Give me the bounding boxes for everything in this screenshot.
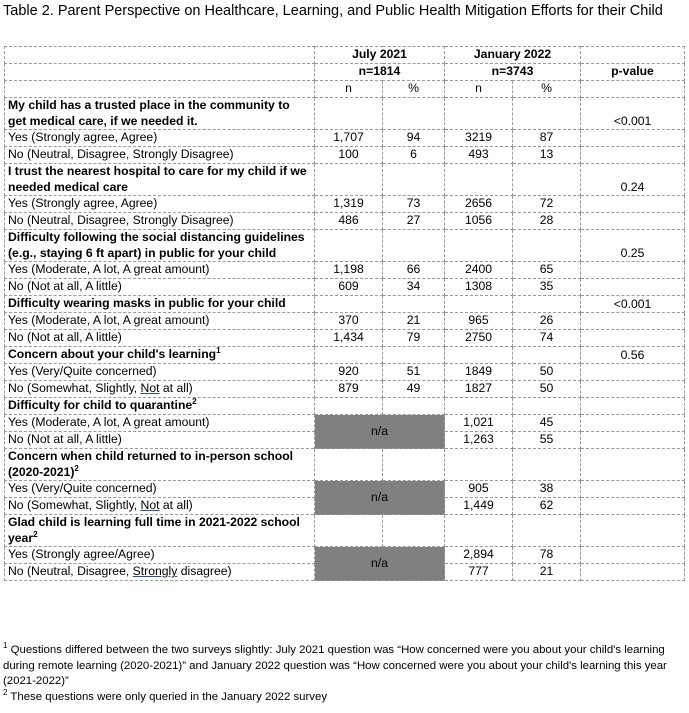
empty-cell	[315, 98, 383, 130]
empty-cell	[581, 481, 685, 498]
p-value: 0.25	[581, 230, 685, 262]
empty-cell	[581, 130, 685, 147]
empty-cell	[383, 515, 445, 547]
january-n: 2400	[445, 262, 513, 279]
january-pct: 74	[513, 330, 581, 347]
empty-cell	[445, 98, 513, 130]
question-row	[5, 347, 685, 364]
january-pct: 55	[513, 432, 581, 449]
empty-cell	[513, 230, 581, 262]
july-n: 100	[315, 147, 383, 164]
row-label: No (Not at all, A little)	[5, 432, 315, 449]
header-row-units	[5, 81, 685, 98]
header-january-n: n=3743	[445, 64, 581, 81]
empty-cell	[513, 164, 581, 196]
row-label: No (Neutral, Disagree, Strongly Disagree)	[5, 147, 315, 164]
empty-cell	[445, 164, 513, 196]
empty-cell	[315, 449, 383, 481]
table-row	[5, 481, 685, 498]
question-row	[5, 398, 685, 415]
header-p-value: p-value	[581, 64, 685, 81]
empty-cell	[581, 364, 685, 381]
row-label: Yes (Strongly agree/Agree)	[5, 547, 315, 564]
july-n: 1,434	[315, 330, 383, 347]
row-label-text: at all)	[159, 381, 193, 396]
table-row	[5, 279, 685, 296]
july-n: 1,319	[315, 196, 383, 213]
empty-cell	[581, 415, 685, 432]
question-text: My child has a trusted place in the community to get medical care, if we needed it.	[8, 98, 290, 128]
january-pct: 13	[513, 147, 581, 164]
table-row	[5, 381, 685, 398]
january-n: 1308	[445, 279, 513, 296]
empty-cell	[513, 98, 581, 130]
table-row	[5, 130, 685, 147]
question-text: Difficulty following the social distancing guidelines (e.g., staying 6 ft apart) in public for your child	[8, 230, 305, 260]
question-text: Concern when child returned to in-person school (2020-2021)	[8, 449, 294, 479]
question-label	[5, 515, 315, 547]
table-title: Table 2. Parent Perspective on Healthcare, Learning, and Public Health Mitigation Efforts for their Child	[3, 3, 663, 19]
july-n: 1,707	[315, 130, 383, 147]
january-pct: 72	[513, 196, 581, 213]
footnote-2	[3, 687, 683, 706]
question-label	[5, 347, 315, 364]
question-label	[5, 449, 315, 481]
row-label	[5, 564, 315, 581]
table-row	[5, 147, 685, 164]
question-row	[5, 98, 685, 130]
july-n: 1,198	[315, 262, 383, 279]
question-text: Concern about your child's learning	[8, 347, 217, 362]
january-pct: 35	[513, 279, 581, 296]
empty-cell	[383, 230, 445, 262]
p-value: 0.24	[581, 164, 685, 196]
january-n: 2656	[445, 196, 513, 213]
empty-cell	[581, 515, 685, 547]
july-n: 609	[315, 279, 383, 296]
not-applicable-cell: n/a	[315, 547, 445, 581]
july-n: 370	[315, 313, 383, 330]
question-text: Glad child is learning full time in 2021-2022 school year	[8, 515, 300, 545]
january-n: 1056	[445, 213, 513, 230]
row-label-underlined: Not	[140, 498, 160, 513]
row-label: Yes (Strongly agree, Agree)	[5, 130, 315, 147]
p-value: 0.56	[581, 347, 685, 364]
empty-cell	[581, 564, 685, 581]
question-text: Difficulty for child to quarantine	[8, 398, 193, 413]
row-label: No (Not at all, A little)	[5, 330, 315, 347]
empty-cell	[383, 164, 445, 196]
header-january: January 2022	[445, 47, 581, 64]
row-label	[5, 381, 315, 398]
table-row	[5, 262, 685, 279]
header-july-n: n=1814	[315, 64, 445, 81]
july-n: 920	[315, 364, 383, 381]
row-label-text: No (Somewhat, Slightly,	[8, 498, 141, 513]
january-n: 1,021	[445, 415, 513, 432]
empty-cell	[383, 398, 445, 415]
p-value: <0.001	[581, 98, 685, 130]
header-pct: %	[383, 81, 445, 98]
empty-cell	[315, 230, 383, 262]
january-n: 2750	[445, 330, 513, 347]
january-n: 3219	[445, 130, 513, 147]
row-label: Yes (Moderate, A lot, A great amount)	[5, 262, 315, 279]
empty-cell	[513, 398, 581, 415]
row-label-underlined: Strongly	[132, 564, 178, 579]
table-row	[5, 364, 685, 381]
table-row	[5, 547, 685, 564]
not-applicable-cell: n/a	[315, 481, 445, 515]
empty-cell	[581, 547, 685, 564]
question-row	[5, 164, 685, 196]
table-row	[5, 415, 685, 432]
january-pct: 50	[513, 381, 581, 398]
question-row	[5, 296, 685, 313]
empty-cell	[383, 296, 445, 313]
row-label-text: disagree)	[177, 564, 232, 579]
empty-cell	[383, 347, 445, 364]
row-label	[5, 498, 315, 515]
january-n: 1,449	[445, 498, 513, 515]
july-pct: 49	[383, 381, 445, 398]
row-label: Yes (Very/Quite concerned)	[5, 364, 315, 381]
table-row	[5, 330, 685, 347]
header-n: n	[315, 81, 383, 98]
row-label-text: at all)	[159, 498, 193, 513]
table-row	[5, 196, 685, 213]
p-value: <0.001	[581, 296, 685, 313]
header-july: July 2021	[315, 47, 445, 64]
footnote-mark: 2	[3, 687, 8, 697]
question-row	[5, 515, 685, 547]
january-n: 905	[445, 481, 513, 498]
table-row	[5, 213, 685, 230]
july-pct: 6	[383, 147, 445, 164]
empty-cell	[383, 98, 445, 130]
january-n: 493	[445, 147, 513, 164]
footnote-text: These questions were only queried in the January 2022 survey	[7, 690, 328, 703]
question-row	[5, 230, 685, 262]
question-row	[5, 449, 685, 481]
row-label-text: No (Somewhat, Slightly,	[8, 381, 141, 396]
empty-cell	[383, 449, 445, 481]
july-n: 486	[315, 213, 383, 230]
not-applicable-cell: n/a	[315, 415, 445, 449]
empty-cell	[581, 381, 685, 398]
question-text: Difficulty wearing masks in public for your child	[8, 296, 286, 311]
question-text: I trust the nearest hospital to care for my child if we needed medical care	[8, 164, 307, 194]
july-pct: 79	[383, 330, 445, 347]
footnote-mark: 2	[33, 529, 38, 539]
january-n: 965	[445, 313, 513, 330]
footnote-mark: 1	[3, 641, 8, 651]
empty-cell	[315, 515, 383, 547]
empty-cell	[445, 398, 513, 415]
question-label	[5, 98, 315, 130]
empty-cell	[315, 398, 383, 415]
footnote-mark: 1	[216, 346, 221, 356]
table-body	[5, 98, 685, 581]
results-table	[4, 46, 685, 581]
header-n: n	[445, 81, 513, 98]
empty-cell	[581, 330, 685, 347]
empty-cell	[581, 279, 685, 296]
empty-cell	[581, 262, 685, 279]
empty-cell	[513, 347, 581, 364]
header-row-counts	[5, 64, 685, 81]
empty-cell	[581, 498, 685, 515]
july-pct: 66	[383, 262, 445, 279]
july-pct: 21	[383, 313, 445, 330]
january-n: 1,263	[445, 432, 513, 449]
empty-cell	[445, 347, 513, 364]
empty-cell	[315, 347, 383, 364]
january-pct: 28	[513, 213, 581, 230]
question-label	[5, 398, 315, 415]
empty-cell	[445, 296, 513, 313]
header-row-periods	[5, 47, 685, 64]
row-label: No (Neutral, Disagree, Strongly Disagree)	[5, 213, 315, 230]
row-label: No (Not at all, A little)	[5, 279, 315, 296]
row-label-text: No (Neutral, Disagree,	[8, 564, 133, 579]
row-label-underlined: Not	[140, 381, 160, 396]
january-n: 777	[445, 564, 513, 581]
january-pct: 87	[513, 130, 581, 147]
january-pct: 65	[513, 262, 581, 279]
question-label	[5, 230, 315, 262]
january-pct: 50	[513, 364, 581, 381]
table-row	[5, 313, 685, 330]
january-pct: 45	[513, 415, 581, 432]
question-label	[5, 164, 315, 196]
footnotes	[3, 643, 683, 705]
footnote-text: Questions differed between the two surveys slightly: July 2021 question was “How concerned were you about your child's learning during remote learning (2020-2021)” and January 2022 question was “How concerned were you about your child's learning this year (2021-2022)”	[3, 644, 667, 687]
row-label: Yes (Moderate, A lot, A great amount)	[5, 415, 315, 432]
empty-cell	[445, 230, 513, 262]
july-pct: 94	[383, 130, 445, 147]
empty-cell	[445, 515, 513, 547]
july-n: 879	[315, 381, 383, 398]
january-pct: 38	[513, 481, 581, 498]
january-n: 1827	[445, 381, 513, 398]
july-pct: 73	[383, 196, 445, 213]
empty-cell	[581, 398, 685, 415]
empty-cell	[581, 432, 685, 449]
empty-cell	[581, 449, 685, 481]
january-n: 1849	[445, 364, 513, 381]
january-n: 2,894	[445, 547, 513, 564]
empty-cell	[581, 313, 685, 330]
empty-cell	[315, 296, 383, 313]
empty-cell	[445, 449, 513, 481]
july-pct: 51	[383, 364, 445, 381]
row-label: Yes (Very/Quite concerned)	[5, 481, 315, 498]
row-label: Yes (Strongly agree, Agree)	[5, 196, 315, 213]
empty-cell	[581, 196, 685, 213]
january-pct: 62	[513, 498, 581, 515]
footnote-1	[3, 643, 683, 690]
footnote-mark: 2	[74, 463, 79, 473]
empty-cell	[513, 296, 581, 313]
footnote-mark: 2	[192, 397, 197, 407]
row-label: Yes (Moderate, A lot, A great amount)	[5, 313, 315, 330]
january-pct: 78	[513, 547, 581, 564]
empty-cell	[513, 515, 581, 547]
empty-cell	[315, 164, 383, 196]
empty-cell	[513, 449, 581, 481]
header-pct: %	[513, 81, 581, 98]
july-pct: 27	[383, 213, 445, 230]
january-pct: 21	[513, 564, 581, 581]
question-label	[5, 296, 315, 313]
july-pct: 34	[383, 279, 445, 296]
empty-cell	[581, 147, 685, 164]
empty-cell	[581, 213, 685, 230]
january-pct: 26	[513, 313, 581, 330]
